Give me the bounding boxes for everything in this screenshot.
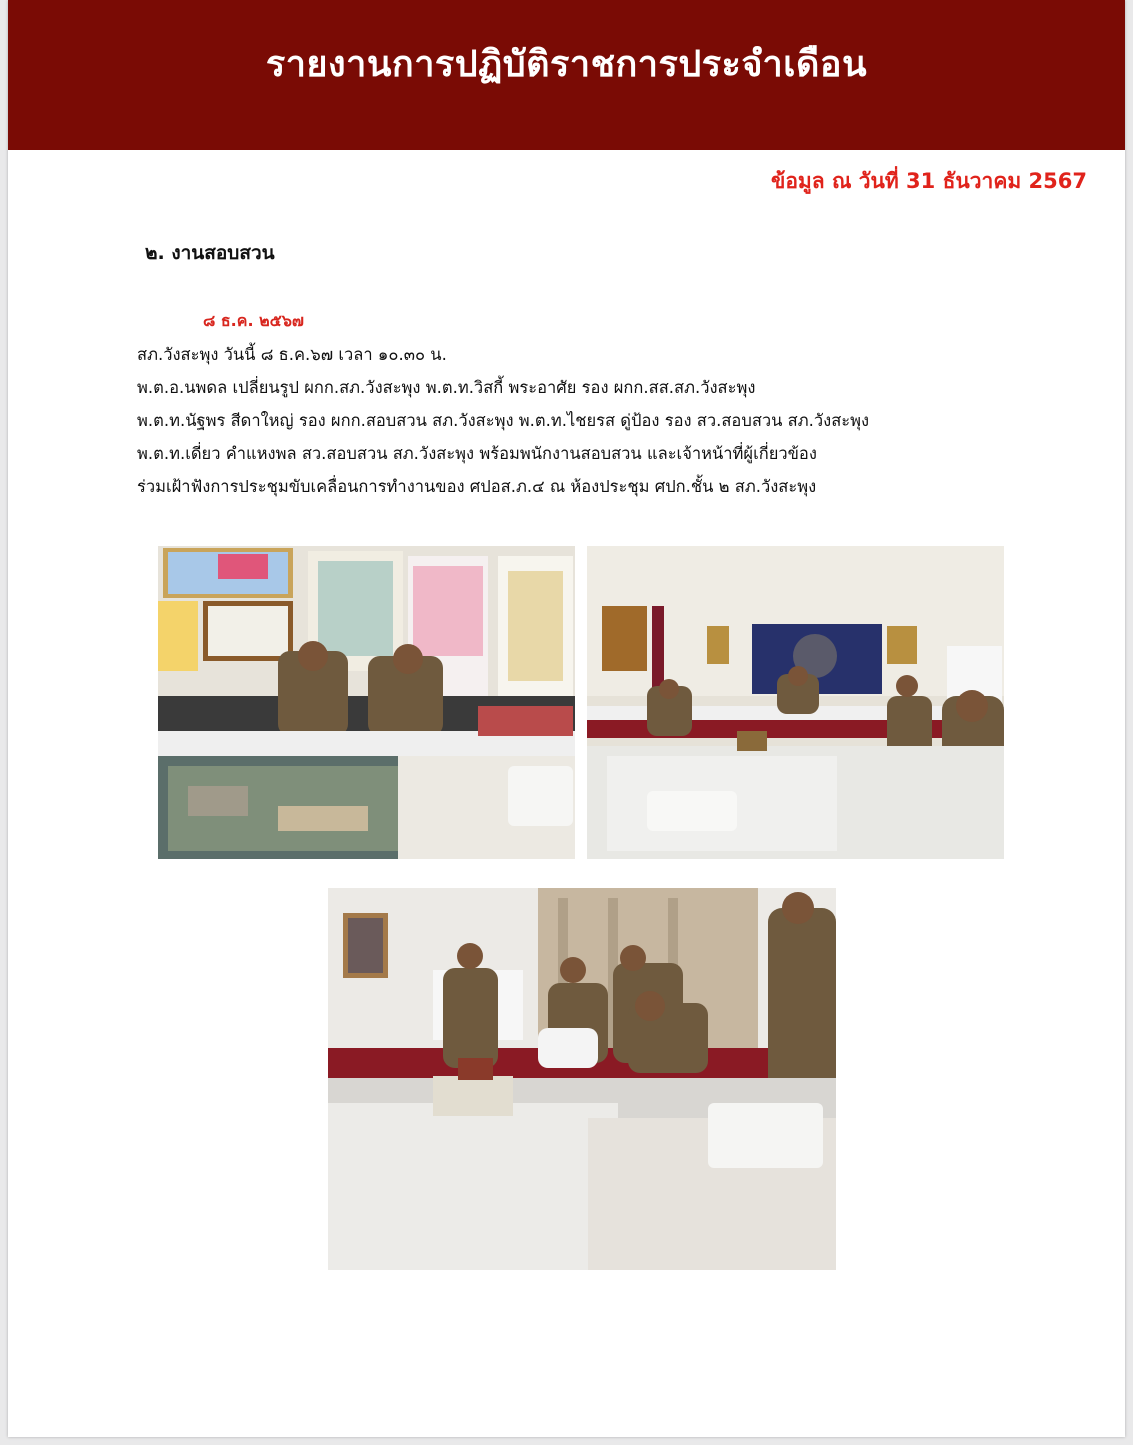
body-line: ร่วมเฝ้าฟังการประชุมขับเคลื่อนการทำงานของ ศปอส.ภ.๔ ณ ห้องประชุม ศปก.ชั้น ๒ สภ.วังสะพุง	[137, 477, 817, 496]
meeting-photo-3	[328, 888, 836, 1270]
body-line: พ.ต.ท.เดี่ยว คำแหงพล สว.สอบสวน สภ.วังสะพุง พร้อมพนักงานสอบสวน และเจ้าหน้าที่ผู้เกี่ยวข้อง	[137, 444, 817, 463]
body-line: พ.ต.อ.นพดล เปลี่ยนรูป ผกก.สภ.วังสะพุง พ.ต.ท.วิสกี้ พระอาศัย รอง ผกก.สส.สภ.วังสะพุง	[137, 378, 756, 397]
as-of-date: ข้อมูล ณ วันที่ 31 ธันวาคม 2567	[770, 169, 1087, 193]
entry-body	[137, 338, 1097, 503]
body-line: พ.ต.ท.นัฐพร สีดาใหญ่ รอง ผกก.สอบสวน สภ.วังสะพุง พ.ต.ท.ไชยรส ดู่ป้อง รอง สว.สอบสวน สภ.วังสะพุง	[137, 411, 870, 430]
section-heading: ๒. งานสอบสวน	[145, 242, 275, 264]
entry-date-label: ๘ ธ.ค. ๒๕๖๗	[203, 311, 304, 330]
header-banner	[8, 0, 1125, 150]
report-page	[8, 0, 1125, 1437]
meeting-photo-2	[587, 546, 1004, 859]
body-line: สภ.วังสะพุง วันนี้ ๘ ธ.ค.๖๗ เวลา ๑๐.๓๐ น.	[137, 345, 447, 364]
meeting-photo-1	[158, 546, 575, 859]
report-title: รายงานการปฏิบัติราชการประจำเดือน	[265, 43, 868, 85]
